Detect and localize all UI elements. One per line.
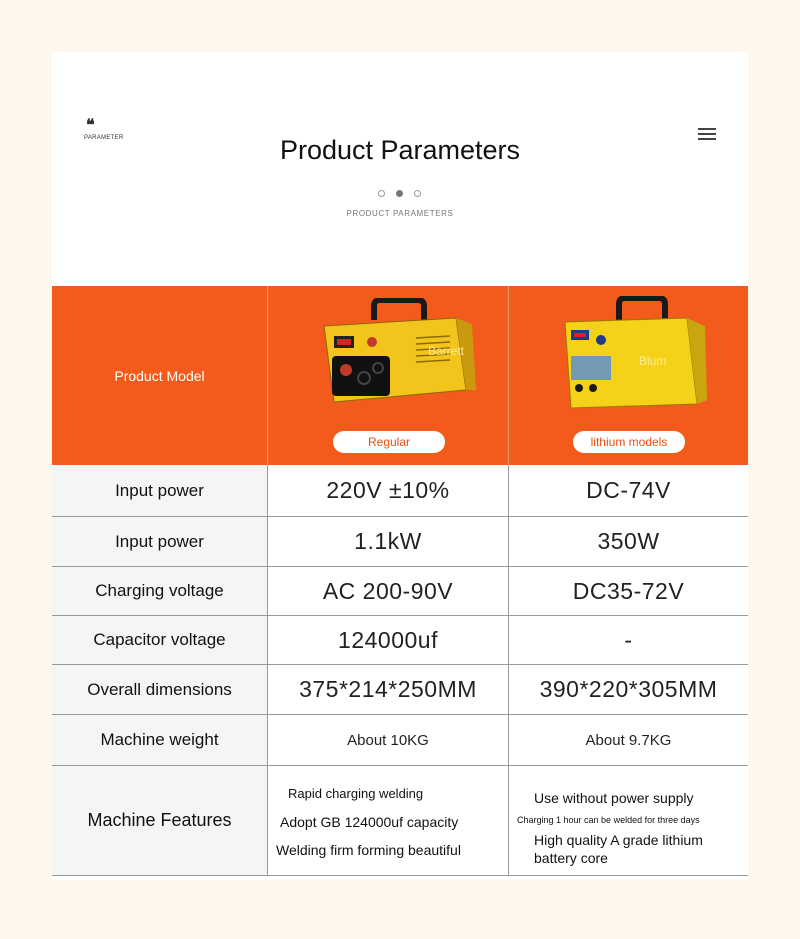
- regular-value: 124000uf: [338, 626, 438, 653]
- regular-value: About 10KG: [347, 731, 429, 749]
- table-row: [52, 665, 748, 715]
- feature-text: Rapid charging welding: [288, 786, 424, 801]
- lithium-value: About 9.7KG: [585, 731, 672, 749]
- row-label: Charging voltage: [52, 567, 267, 615]
- row-label: Machine weight: [52, 715, 267, 765]
- page-subtitle: PRODUCT PARAMETERS: [346, 209, 454, 218]
- feature-text: Use without power supply: [534, 790, 694, 806]
- row-label: Capacitor voltage: [52, 616, 267, 664]
- feature-text: battery core: [534, 850, 608, 866]
- brand-watermark: Blum: [639, 354, 667, 368]
- page-title: Product Parameters: [279, 135, 521, 165]
- welding-machine-image: [316, 298, 476, 418]
- feature-text: High quality A grade lithium: [534, 832, 703, 848]
- product-model-row: [52, 286, 748, 465]
- carousel-dot-active[interactable]: [396, 190, 403, 197]
- row-label: Input power: [52, 517, 267, 566]
- lithium-welding-machine-image: [559, 296, 709, 416]
- parameter-table: [52, 286, 748, 880]
- lithium-value: DC35-72V: [572, 577, 685, 604]
- regular-model-pill[interactable]: Regular: [333, 431, 445, 453]
- table-row: [52, 517, 748, 567]
- row-label: Input power: [52, 465, 267, 516]
- regular-value: 1.1kW: [354, 528, 422, 554]
- product-model-label: Product Model: [114, 367, 205, 384]
- table-row: [52, 465, 748, 517]
- quote-icon: ❝: [86, 117, 95, 134]
- lithium-value: -: [624, 626, 633, 653]
- regular-value: 220V ±10%: [326, 477, 450, 503]
- header: [52, 52, 748, 286]
- product-lithium: [509, 286, 748, 465]
- table-row: [52, 616, 748, 665]
- product-regular: [268, 286, 508, 465]
- feature-text: Welding firm forming beautiful: [276, 842, 461, 858]
- row-label: Machine Features: [52, 766, 267, 875]
- regular-value: AC 200-90V: [322, 577, 454, 604]
- lithium-value: 390*220*305MM: [539, 676, 718, 702]
- lithium-value: 350W: [597, 528, 660, 554]
- feature-text: Charging 1 hour can be welded for three days: [517, 815, 700, 825]
- lithium-model-pill[interactable]: lithium models: [573, 431, 685, 453]
- table-row: [52, 567, 748, 616]
- regular-value: 375*214*250MM: [299, 676, 477, 702]
- feature-text: Adopt GB 124000uf capacity: [280, 814, 459, 830]
- parameter-card: [52, 52, 748, 880]
- carousel-dot[interactable]: [378, 190, 385, 197]
- parameter-tag: PARAMETER: [84, 135, 124, 141]
- row-label: Overall dimensions: [52, 665, 267, 714]
- brand-watermark: Barrett: [428, 344, 465, 358]
- carousel-dots[interactable]: [378, 189, 422, 199]
- features-row: [52, 766, 748, 876]
- table-row: [52, 715, 748, 766]
- lithium-value: DC-74V: [586, 477, 671, 503]
- carousel-dot[interactable]: [414, 190, 421, 197]
